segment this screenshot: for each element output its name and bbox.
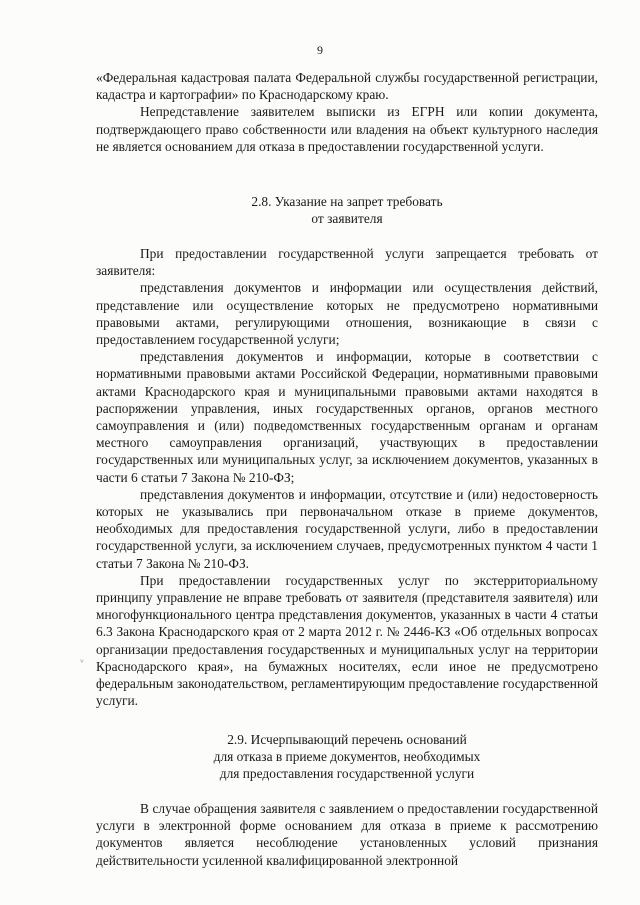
heading-line: для отказа в приеме документов, необходимых — [213, 749, 481, 765]
paragraph: При предоставлении государственной услуги запрещается требовать от заявителя: — [96, 246, 598, 279]
section-body-2-8 — [96, 245, 598, 709]
page-number: 9 — [317, 43, 323, 57]
section-body-2-9 — [96, 800, 598, 869]
paragraph: В случае обращения заявителя с заявлением о предоставлении государственной услуги в электронной форме основанием для отказа в приеме к рассмотрению документов является несоблюдение установленных условий признания действительности усиленной квалифицированной электронной — [96, 801, 598, 868]
heading-line: 2.9. Исчерпывающий перечень оснований — [227, 732, 467, 747]
heading-line: для предоставления государственной услуги — [219, 766, 475, 782]
paragraph: представления документов и информации, отсутствие и (или) недостоверность которых не указывались при первоначальном отказе в приеме документов, необходимых для предоставления государственной услуги, либо в предоставлении государственной услуги, за исключением случаев, предусмотренных пунктом 4 части 1 статьи 7 Закона № 210-ФЗ. — [96, 486, 598, 571]
paragraph: представления документов и информации или осуществления действий, представление или осуществление которых не предусмотрено нормативными правовыми актами, регулирующими отношения, возникающие в связи с предоставлением государственной услуги; — [96, 280, 598, 348]
paragraph: При предоставлении государственных услуг по экстерриториальному принципу управление не вправе требовать от заявителя (представителя заявителя) или многофункционального центра представления документов, указанных в части 4 статьи 6.3 Закона Краснодарского края от 2 марта 2012 г. № 2446-КЗ «Об отдельных вопросах организации предоставления государственных и муниципальных услуг на территории Краснодарского края», на бумажных носителях, если иное не предусмотрено федеральным законодательством, регламентирующим предоставление государственной услуги. — [96, 572, 598, 709]
scan-mark: ᵛ — [80, 658, 85, 669]
heading-line: от заявителя — [311, 211, 383, 227]
paragraph: «Федеральная кадастровая палата Федеральной службы государственной регистрации, кадастра и картографии» по Краснодарскому краю. — [96, 70, 598, 103]
section-heading-2-9 — [96, 731, 598, 783]
section-heading-2-8 — [96, 193, 598, 227]
intro-text — [96, 69, 598, 155]
heading-line: 2.8. Указание на запрет требовать — [251, 194, 443, 209]
paragraph: представления документов и информации, которые в соответствии с нормативными правовыми актами Российской Федерации, нормативными правовыми актами Краснодарского края и муниципальными правовыми актами находятся в распоряжении управления, иных государственных органов, органов местного самоуправления и (или) подведомственных государственным органам и органам местного самоуправления организаций, участвующих в предоставлении государственных или муниципальных услуг, за исключением документов, указанных в части 6 статьи 7 Закона № 210-ФЗ; — [96, 349, 598, 485]
paragraph: Непредставление заявителем выписки из ЕГРН или копии документа, подтверждающего право собственности или владения на объект культурного наследия не является основанием для отказа в предоставлении государственной услуги. — [96, 104, 598, 154]
